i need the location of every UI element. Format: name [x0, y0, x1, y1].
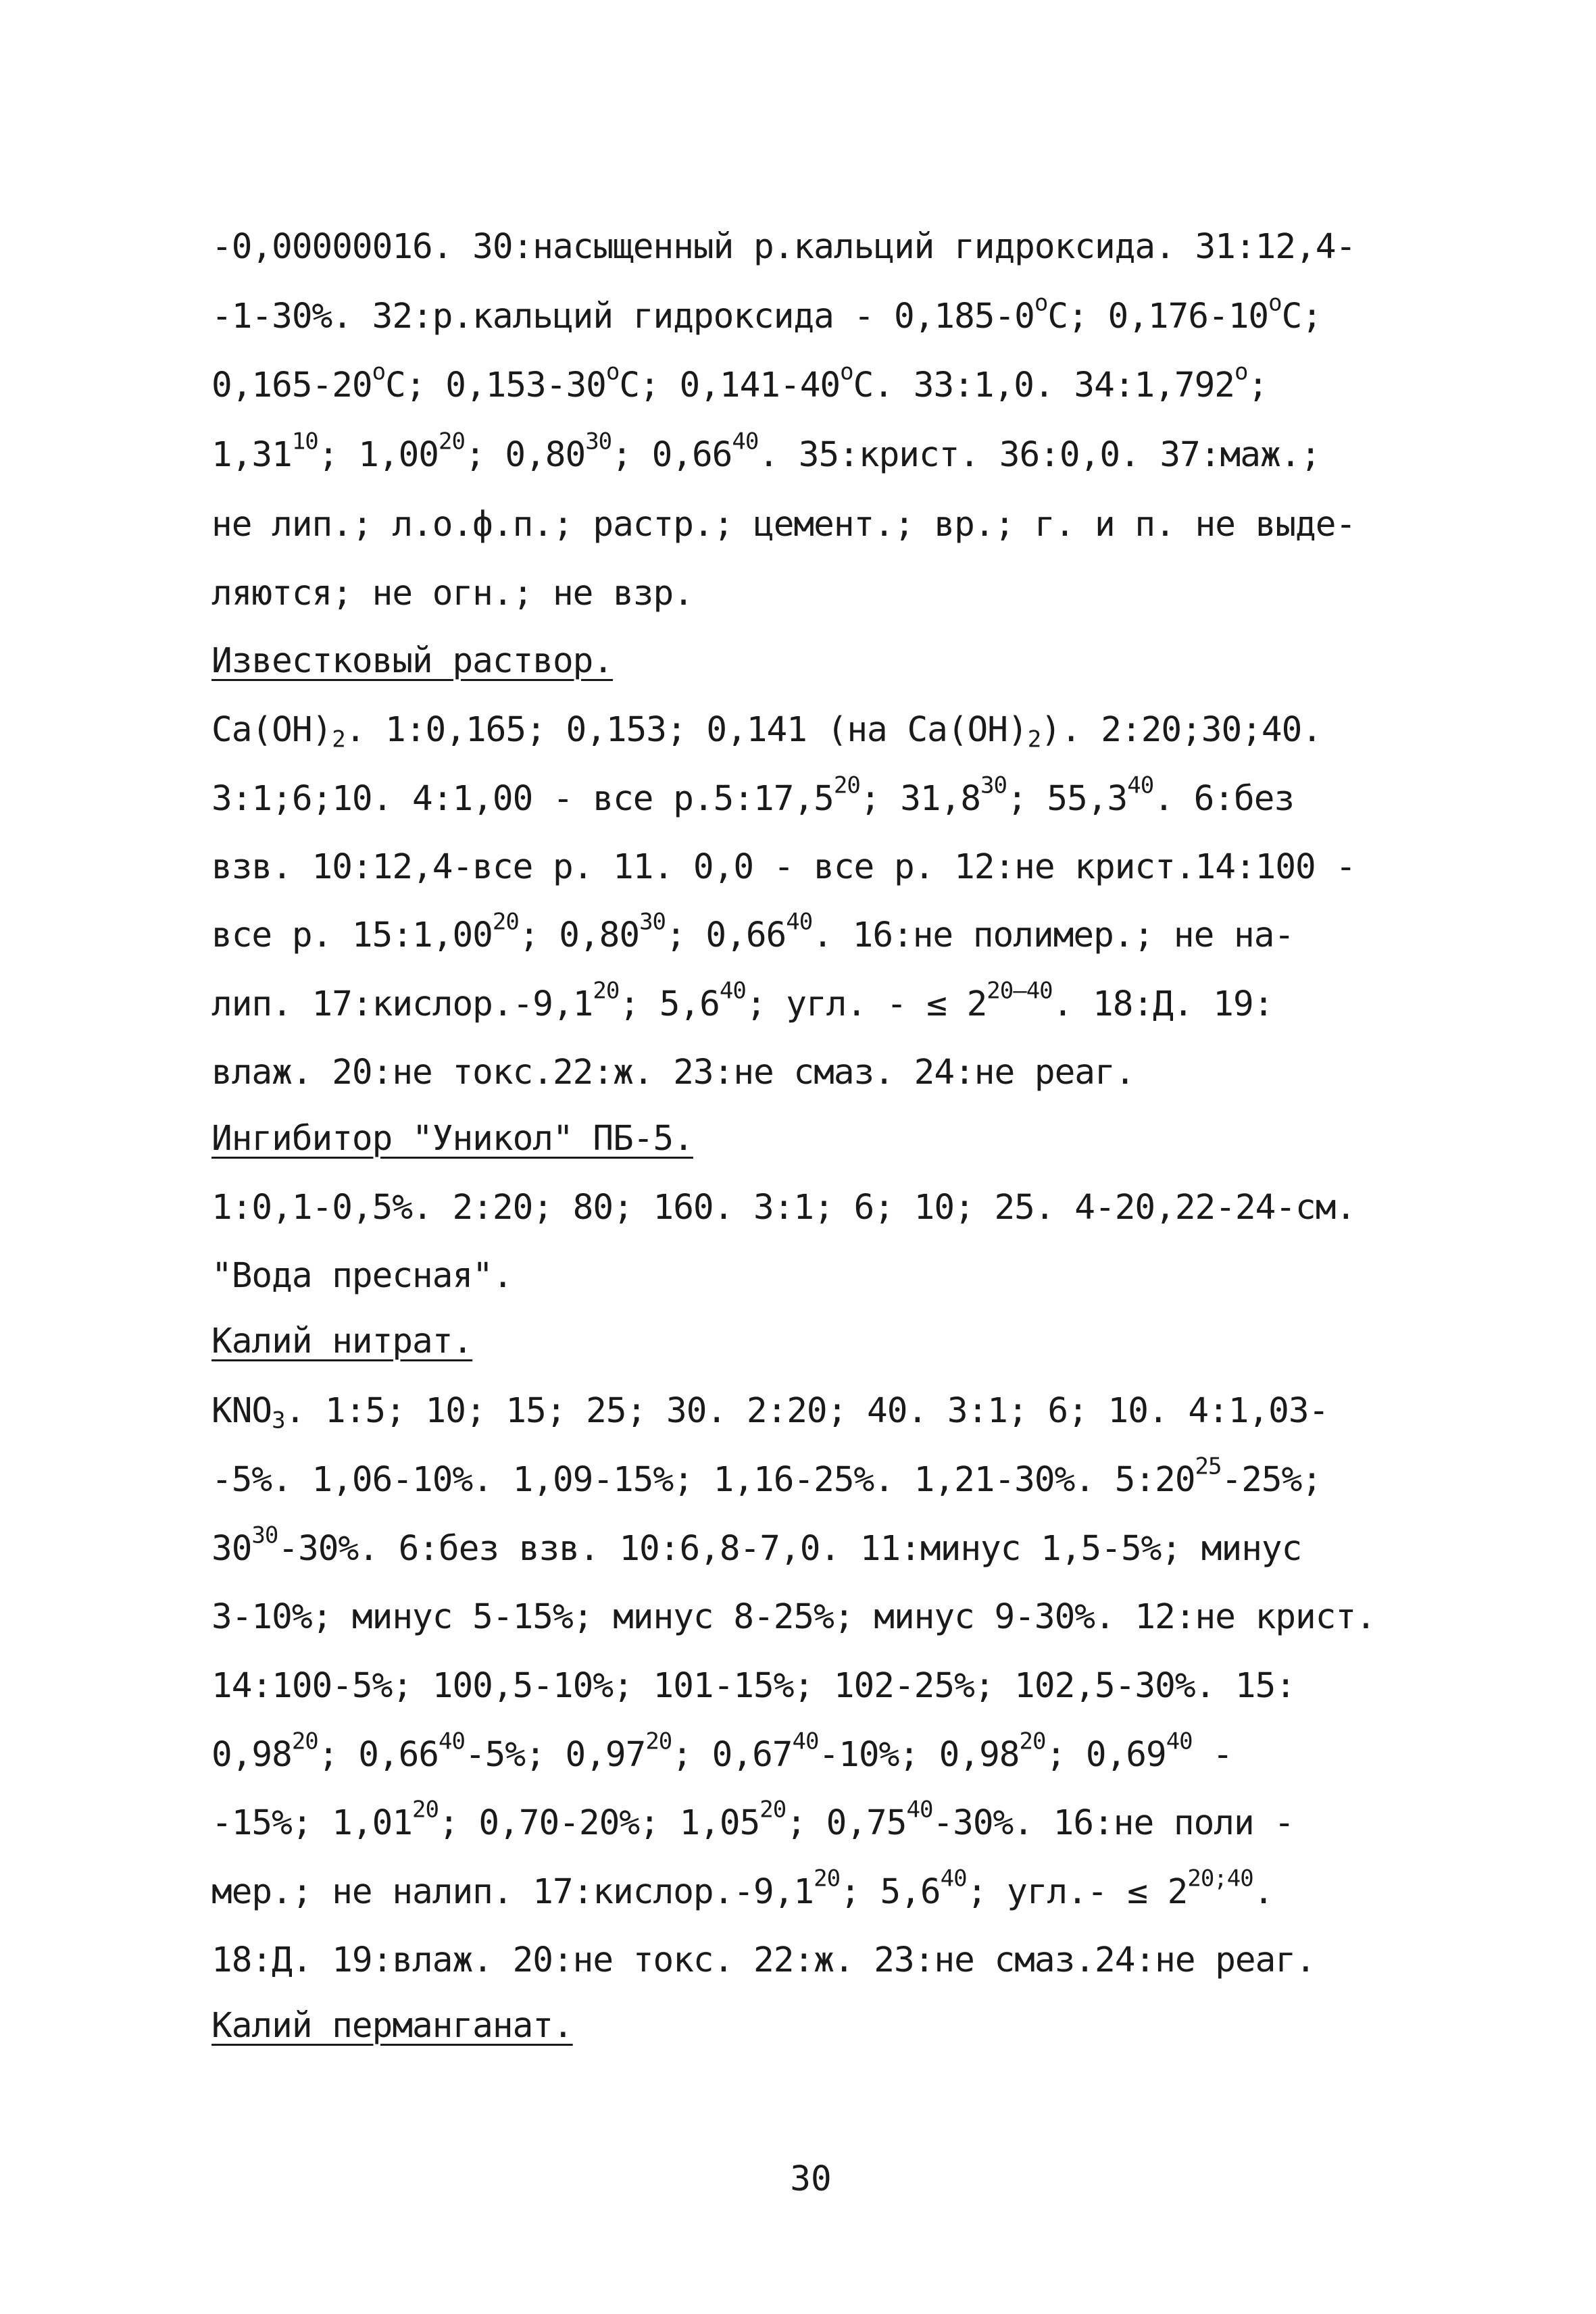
section-heading: Калий перманганат.: [211, 2006, 573, 2046]
text-line: $30^{30}-30\%$. 6:без взв. 10:6,8-7,0. 11:минус 1,5-5%; минус: [211, 1521, 1302, 1569]
text-line: 14:100-5%; 100,5-10%; 101-15%; 102-25%; 102,5-30%. 15:: [211, 1666, 1296, 1706]
text-line: 3-10%; минус 5-15%; минус 8-25%; минус 9-30%. 12:не крист.: [211, 1597, 1376, 1637]
page-number: 30: [790, 2159, 832, 2199]
text-line: не лип.; л.о.ф.п.; растр.; цемент.; вр.; г. и п. не выде-: [211, 505, 1356, 545]
text-line: 0,98$^{20}$; 0,66$^{40}$-5%; 0,97$^{20}$; 0,67$^{40}$-10%; 0,98$^{20}$; 0,69$^{40}$ -: [211, 1728, 1233, 1775]
text-line: -15%; 1,01$^{20}$; 0,70-20%; 1,05$^{20}$; 0,75$^{40}$-30%. 16:не поли -: [211, 1796, 1295, 1843]
text-line: 18:Д. 19:влаж. 20:не токс. 22:ж. 23:не смаз.24:не реаг.: [211, 1940, 1316, 1980]
text-line: $Са(ОН)_2$. 1:0,165; 0,153; 0,141 (на $Са(ОН)_2$). 2:20;30;40.: [211, 710, 1322, 753]
text-line: взв. 10:12,4-все р. 11. 0,0 - все р. 12:не крист.14:100 -: [211, 847, 1356, 887]
text-line: -5%. 1,06-10%. 1,09-15%; 1,16-25%. 1,21-30%. $5:20^{25}-25\%$;: [211, 1453, 1322, 1500]
text-line: 3:1;6;10. 4:1,00 - все р.5:17,5$^{20}$; 31,8$^{30}$; 55,3$^{40}$. 6:без: [211, 772, 1295, 819]
text-line: "Вода пресная".: [211, 1256, 513, 1296]
text-line: 1,31$^{10}$; 1,00$^{20}$; 0,80$^{30}$; 0,66$^{40}$. 35:крист. 36:0,0. 37:маж.;: [211, 428, 1321, 475]
text-line: все р. 15:1,00$^{20}$; 0,80$^{30}$; 0,66$^{40}$. 16:не полимер.; не на-: [211, 908, 1295, 955]
text-line: мер.; не налип. $17:кислор.-9,1^{20}$; $5,6^{40}$; $угл.- \le 2^{20;40}$.: [211, 1865, 1274, 1912]
text-line: 1:0,1-0,5%. 2:20; 80; 160. 3:1; 6; 10; 25. 4-20,22-24-см.: [211, 1188, 1356, 1228]
section-heading: Ингибитор "Уникол" ПБ-5.: [211, 1119, 693, 1159]
section-heading: Калий нитрат.: [211, 1322, 473, 1361]
text-line: -0,00000016. 30:насыщенный р.кальций гидроксида. 31:12,4-: [211, 227, 1356, 267]
text-line: $КNО_3$. 1:5; 10; 15; 25; 30. 2:20; 40. 3:1; 6; 10. 4:1,03-: [211, 1391, 1329, 1434]
text-line: лип. $17:кислор.-9,1^{20}$; $5,6^{40}$; угл. - ≤ $2^{20-40}$. 18:Д. 19:: [211, 977, 1274, 1024]
text-line: $0,165-20^оС$; $0,153-30^оС$; $0,141-40^оС$. 33:1,0. $34:1,792^о$;: [211, 358, 1268, 405]
text-line: влаж. 20:не токс.22:ж. 23:не смаз. 24:не реаг.: [211, 1053, 1135, 1092]
section-heading: Известковый раствор.: [211, 641, 614, 681]
text-line: -1-30%. 32:р.кальций гидроксида - $0,185-0^оС$; $0,176-10^оС$;: [211, 289, 1322, 336]
text-line: ляются; не огн.; не взр.: [211, 574, 693, 613]
